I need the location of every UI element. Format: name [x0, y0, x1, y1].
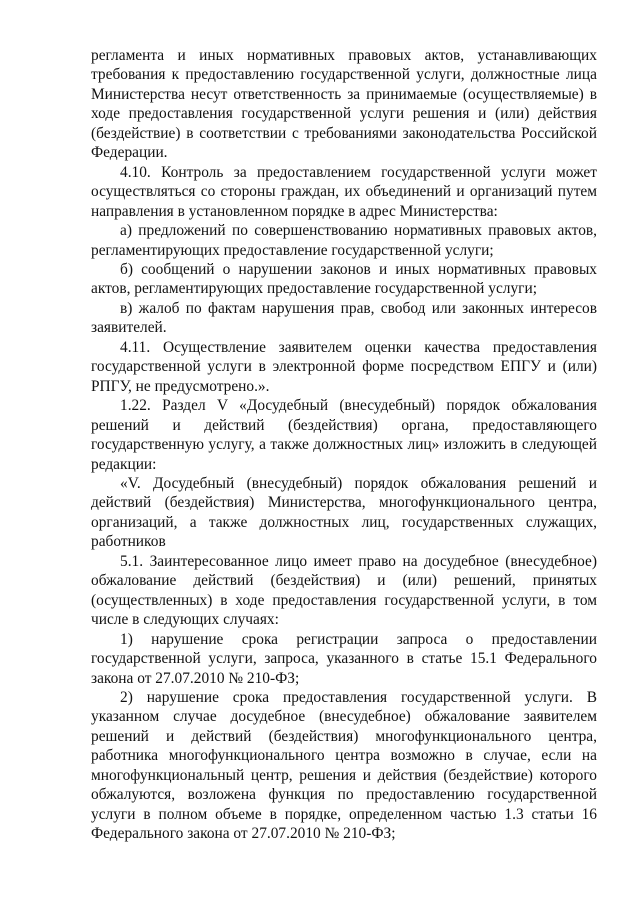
paragraph-4-10: 4.10. Контроль за предоставлением государственной услуги может осуществляться со стороны граждан, их объединений и организаций путем направления в установленном порядке в адрес Министерства: — [91, 163, 597, 220]
paragraph-4-10-a: а) предложений по совершенствованию нормативных правовых актов, регламентирующих предоставление государственной услуги; — [91, 222, 597, 259]
paragraph-4-11: 4.11. Осуществление заявителем оценки качества предоставления государственной услуги в электронной форме посредством ЕПГУ и (или) РПГУ, не предусмотрено.». — [91, 338, 597, 395]
list-item-5-1-2: 2) нарушение срока предоставления государственной услуги. В указанном случае досудебное (внесудебное) обжалование заявителем решений и действий (бездействия) многофункционального центра, работника многофункционального центра возможно в случае, если на многофункциональный центр, решения и действия (бездействие) которого обжалуются, возложена функция по предоставлению государственной услуги в полном объеме в порядке, определенном частью 1.3 статьи 16 Федерального закона от 27.07.2010 № 210-ФЗ; — [91, 688, 597, 843]
list-item-5-1-1: 1) нарушение срока регистрации запроса о предоставлении государственной услуги, запроса, указанного в статье 15.1 Федерального закона от 27.07.2010 № 210-ФЗ; — [91, 630, 597, 687]
section-v-heading: «V. Досудебный (внесудебный) порядок обжалования решений и действий (бездействия) Министерства, многофункционального центра, организаций, а также должностных лиц, государственных служащих, работников — [91, 474, 597, 551]
paragraph-5-1: 5.1. Заинтересованное лицо имеет право на досудебное (внесудебное) обжалование действий (бездействия) и (или) решений, принятых (осуществленных) в ходе предоставления государственной услуги, в том числе в следующих случаях: — [91, 552, 597, 629]
document-body — [91, 46, 597, 844]
paragraph-4-10-c: в) жалоб по фактам нарушения прав, свобод или законных интересов заявителей. — [91, 299, 597, 337]
paragraph-4-10-b: б) сообщений о нарушении законов и иных нормативных правовых актов, регламентирующих предоставление государственной услуги; — [91, 260, 597, 298]
paragraph-regulation-continuation: регламента и иных нормативных правовых актов, устанавливающих требования к предоставлению государственной услуги, должностные лица Министерства несут ответственность за принимаемые (осуществляемые) в ходе предоставления государственной услуги решения и (или) действия (бездействие) в соответствии с требованиями законодательства Российской Федерации. — [91, 47, 597, 162]
paragraph-1-22: 1.22. Раздел V «Досудебный (внесудебный) порядок обжалования решений и действий (бездействия) органа, предоставляющего государственную услугу, а также должностных лиц» изложить в следующей редакции: — [91, 397, 597, 473]
